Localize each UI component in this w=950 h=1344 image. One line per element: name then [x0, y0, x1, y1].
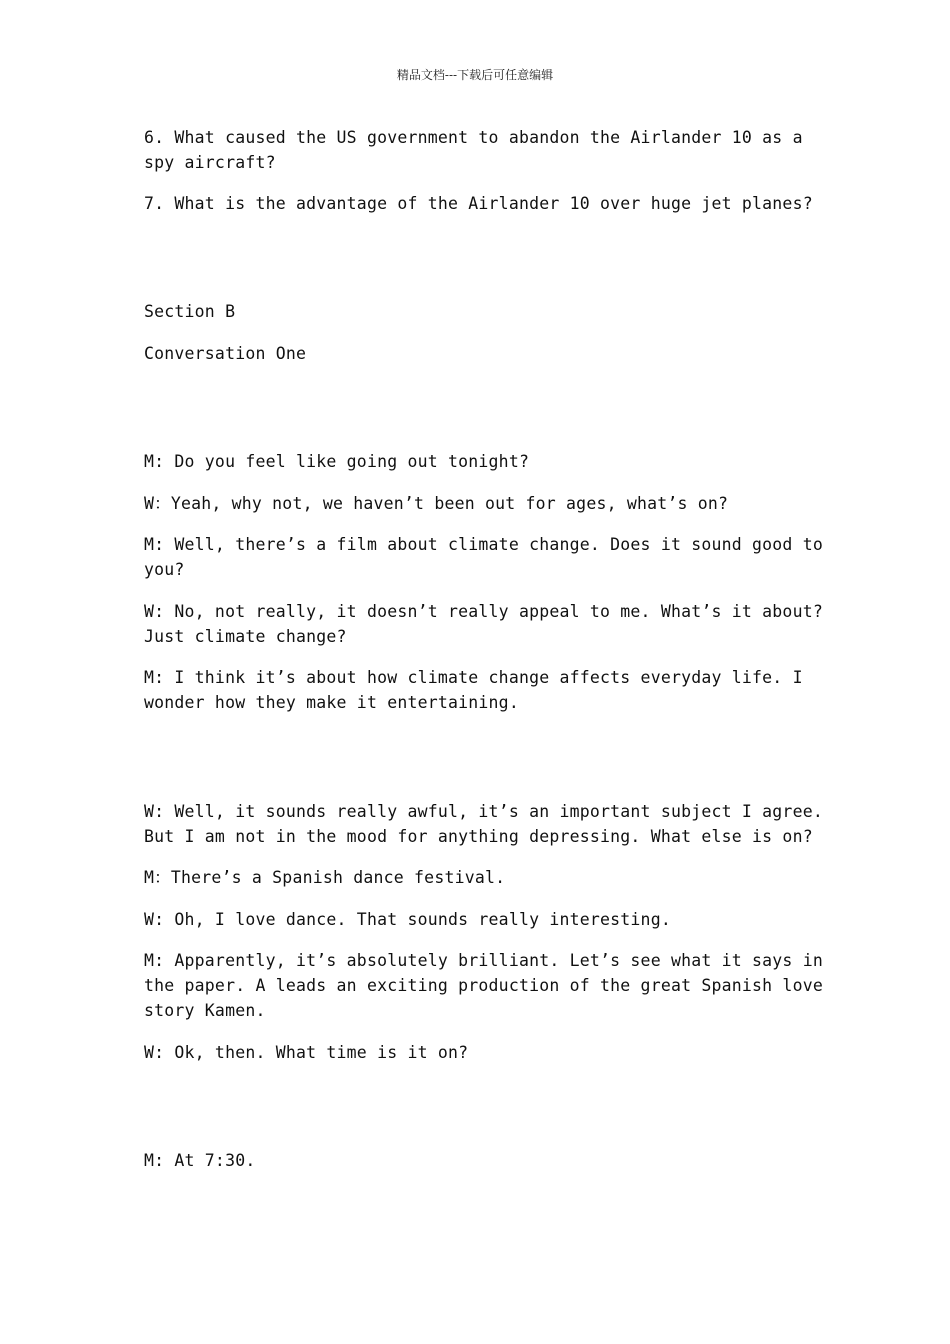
dialogue-line: W：Yeah, why not, we haven’t been out for ages, what’s on? — [144, 494, 729, 513]
dialogue-line: M：There’s a Spanish dance festival. — [144, 868, 506, 887]
dialogue-line: W: Ok, then. What time is it on? — [144, 1043, 469, 1062]
dialogue-line: M: At 7:30. — [144, 1151, 256, 1170]
dialogue-line: W: Well, it sounds really awful, it’s an important subject I agree. But I am not in the mood for anything depressing. What else is on? — [144, 802, 834, 846]
dialogue-line: M: Do you feel like going out tonight? — [144, 452, 530, 471]
question-7: 7. What is the advantage of the Airlander 10 over huge jet planes? — [144, 194, 813, 213]
section-title: Section B — [144, 302, 236, 321]
dialogue-line: M: Apparently, it’s absolutely brilliant. Let’s see what it says in the paper. A leads an exciting production of the great Spanish love story Kamen. — [144, 951, 834, 1020]
question-6: 6. What caused the US government to abandon the Airlander 10 as a spy aircraft? — [144, 128, 813, 172]
dialogue-line: M: I think it’s about how climate change affects everyday life. I wonder how they make it entertaining. — [144, 668, 813, 712]
dialogue-line: W: No, not really, it doesn’t really appeal to me. What’s it about? Just climate change? — [144, 602, 834, 646]
dialogue-line: W: Oh, I love dance. That sounds really interesting. — [144, 910, 671, 929]
dialogue-line: M: Well, there’s a film about climate change. Does it sound good to you? — [144, 535, 834, 579]
conversation-title: Conversation One — [144, 344, 307, 363]
page-header: 精品文档---下载后可任意编辑 — [396, 68, 554, 82]
